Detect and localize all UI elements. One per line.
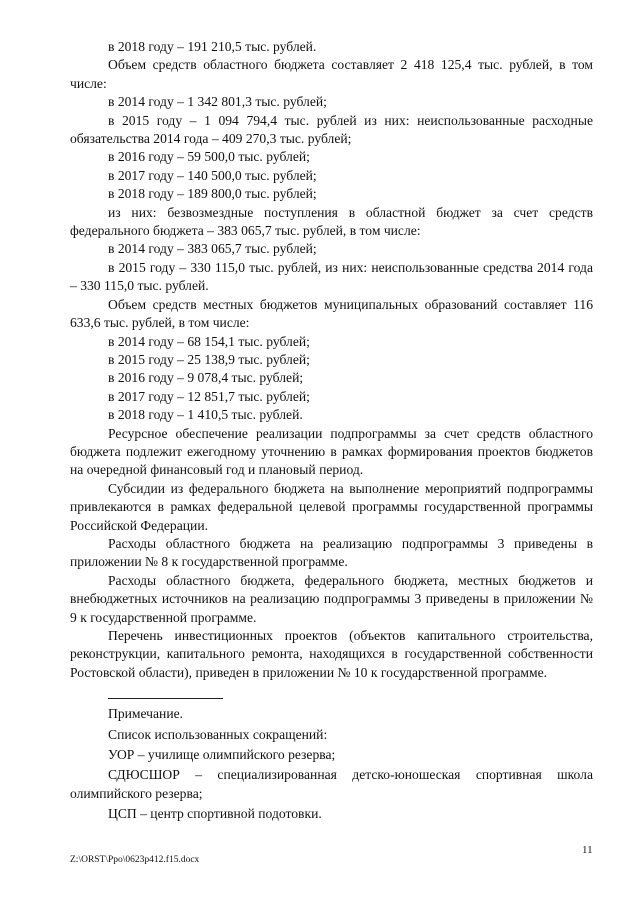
paragraph: из них: безвозмездные поступления в областной бюджет за счет средств федерального бюджета – 383 065,7 тыс. рублей, в том числе: <box>70 204 593 239</box>
paragraph: Ресурсное обеспечение реализации подпрограммы за счет средств областного бюджета подлежит ежегодному уточнению в рамках формирования проектов бюджетов на очередной финансовый год и плановый период. <box>70 425 593 478</box>
notes-section <box>70 705 593 823</box>
paragraph: в 2015 году – 1 094 794,4 тыс. рублей из них: неиспользованные расходные обязательства 2014 года – 409 270,3 тыс. рублей; <box>70 112 593 147</box>
paragraph: в 2015 году – 25 138,9 тыс. рублей; <box>108 351 310 367</box>
paragraph: в 2014 году – 383 065,7 тыс. рублей; <box>108 241 317 257</box>
file-path: Z:\ORST\Ppo\0623p412.f15.docx <box>70 855 200 865</box>
abbreviations-title: Список использованных сокращений: <box>108 726 328 742</box>
paragraph: в 2016 году – 59 500,0 тыс. рублей; <box>108 149 310 165</box>
abbreviation-item: СДЮСШОР – специализированная детско-юношеская спортивная школа олимпийского резерва; <box>70 767 593 801</box>
abbreviation-item: УОР – училище олимпийского резерва; <box>108 747 336 763</box>
note-heading: Примечание. <box>108 706 184 722</box>
paragraph: Расходы областного бюджета на реализацию подпрограммы 3 приведены в приложении № 8 к государственной программе. <box>70 535 593 570</box>
page-number: 11 <box>582 844 593 856</box>
paragraph: в 2018 году – 189 800,0 тыс. рублей; <box>108 186 317 202</box>
footnote-divider <box>108 698 223 699</box>
paragraph: в 2018 году – 1 410,5 тыс. рублей. <box>108 407 303 423</box>
paragraph: Объем средств местных бюджетов муниципальных образований составляет 116 633,6 тыс. рублей, в том числе: <box>70 296 593 331</box>
paragraph: в 2014 году – 68 154,1 тыс. рублей; <box>108 333 310 349</box>
paragraph: в 2014 году – 1 342 801,3 тыс. рублей; <box>108 94 327 110</box>
paragraph: в 2017 году – 12 851,7 тыс. рублей; <box>108 388 310 404</box>
paragraph: Объем средств областного бюджета составляет 2 418 125,4 тыс. рублей, в том числе: <box>70 57 593 91</box>
paragraph: в 2016 году – 9 078,4 тыс. рублей; <box>108 370 304 386</box>
paragraph: Расходы областного бюджета, федерального бюджета, местных бюджетов и внебюджетных источников на реализацию подпрограммы 3 приведены в приложении № 9 к государственной программе. <box>70 572 593 625</box>
paragraph: в 2017 году – 140 500,0 тыс. рублей; <box>108 167 317 183</box>
document-body <box>70 38 593 826</box>
paragraph: Субсидии из федерального бюджета на выполнение мероприятий подпрограммы привлекаются в рамках федеральной целевой программы государственной программы Российской Федерации. <box>70 480 593 533</box>
paragraph: в 2018 году – 191 210,5 тыс. рублей. <box>108 39 317 54</box>
paragraph: в 2015 году – 330 115,0 тыс. рублей, из них: неиспользованные средства 2014 года – 330 115,0 тыс. рублей. <box>70 259 593 294</box>
paragraph: Перечень инвестиционных проектов (объектов капитального строительства, реконструкции, капитального ремонта, находящихся в государственной собственности Ростовской области), приведен в приложении № 10 к государственной программе. <box>70 628 593 680</box>
abbreviation-item: ЦСП – центр спортивной подотовки. <box>108 806 322 822</box>
